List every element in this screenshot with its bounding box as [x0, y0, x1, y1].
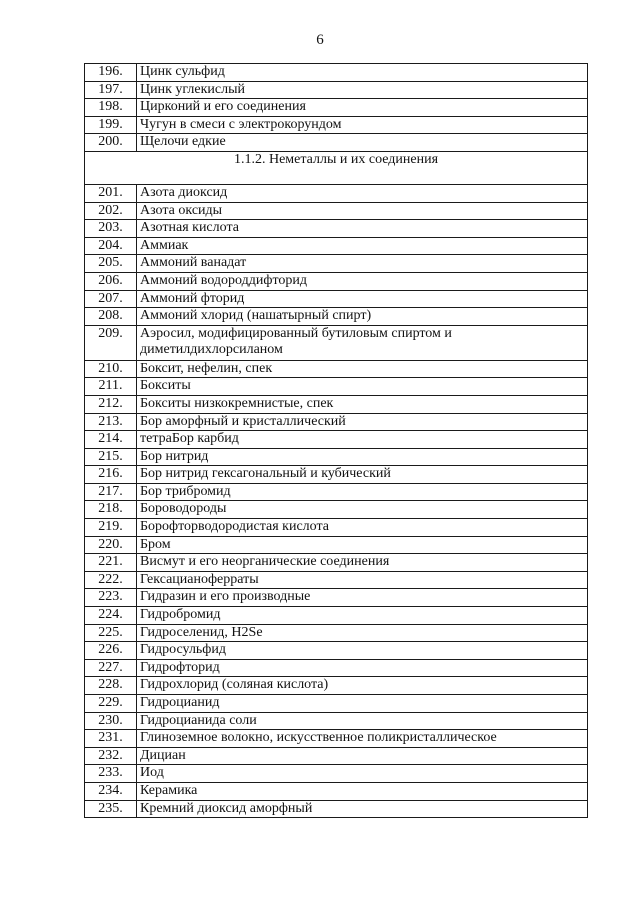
row-number: 225. [85, 624, 137, 642]
table-row [85, 659, 588, 677]
table-row [85, 237, 588, 255]
substance-table-body [85, 64, 588, 818]
row-number: 209. [85, 325, 137, 360]
substance-name: Бор аморфный и кристаллический [137, 413, 588, 431]
row-number: 205. [85, 255, 137, 273]
row-number: 223. [85, 589, 137, 607]
substance-name: Аммоний ванадат [137, 255, 588, 273]
row-number: 214. [85, 431, 137, 449]
substance-name: Бром [137, 536, 588, 554]
row-number: 196. [85, 64, 137, 82]
row-number: 210. [85, 360, 137, 378]
substance-name: Гексацианоферраты [137, 571, 588, 589]
substance-name: тетраБор карбид [137, 431, 588, 449]
table-row [85, 712, 588, 730]
row-number: 213. [85, 413, 137, 431]
table-row [85, 519, 588, 537]
substance-name: Цинк углекислый [137, 81, 588, 99]
table-row [85, 589, 588, 607]
row-number: 198. [85, 99, 137, 117]
row-number: 226. [85, 642, 137, 660]
substance-name: Азотная кислота [137, 220, 588, 238]
table-row [85, 747, 588, 765]
table-row [85, 255, 588, 273]
substance-name: Гидрофторид [137, 659, 588, 677]
substance-name: Боксит, нефелин, спек [137, 360, 588, 378]
substance-name: Гидрохлорид (соляная кислота) [137, 677, 588, 695]
row-number: 228. [85, 677, 137, 695]
substance-name: Гидросульфид [137, 642, 588, 660]
table-row [85, 466, 588, 484]
table-row [85, 448, 588, 466]
substance-name: Гидроцианид [137, 695, 588, 713]
substance-name: Бороводороды [137, 501, 588, 519]
table-row [85, 624, 588, 642]
substance-name: Иод [137, 765, 588, 783]
row-number: 224. [85, 607, 137, 625]
table-row [85, 290, 588, 308]
substance-table [84, 63, 588, 818]
row-number: 197. [85, 81, 137, 99]
row-number: 229. [85, 695, 137, 713]
table-row [85, 395, 588, 413]
table-row [85, 134, 588, 152]
table-row [85, 81, 588, 99]
row-number: 200. [85, 134, 137, 152]
table-row [85, 730, 588, 748]
substance-name: Гидроселенид, H2Se [137, 624, 588, 642]
section-header-row [85, 151, 588, 184]
substance-name: Глиноземное волокно, искусственное поликристаллическое [137, 730, 588, 748]
table-row [85, 800, 588, 818]
substance-name: Аммиак [137, 237, 588, 255]
table-row [85, 695, 588, 713]
table-row [85, 360, 588, 378]
substance-name: Дициан [137, 747, 588, 765]
row-number: 235. [85, 800, 137, 818]
row-number: 208. [85, 308, 137, 326]
substance-name: Гидразин и его производные [137, 589, 588, 607]
row-number: 227. [85, 659, 137, 677]
substance-name: Керамика [137, 782, 588, 800]
table-row [85, 272, 588, 290]
substance-name: Цинк сульфид [137, 64, 588, 82]
substance-name: Борофторводородистая кислота [137, 519, 588, 537]
row-number: 219. [85, 519, 137, 537]
row-number: 207. [85, 290, 137, 308]
substance-name: Бор нитрид [137, 448, 588, 466]
table-row [85, 765, 588, 783]
section-title: 1.1.2. Неметаллы и их соединения [85, 151, 588, 184]
substance-name: Кремний диоксид аморфный [137, 800, 588, 818]
table-row [85, 483, 588, 501]
substance-name: Гидроцианида соли [137, 712, 588, 730]
table-row [85, 642, 588, 660]
table-row [85, 554, 588, 572]
substance-name: Чугун в смеси с электрокорундом [137, 116, 588, 134]
substance-name: Щелочи едкие [137, 134, 588, 152]
table-row [85, 220, 588, 238]
table-row [85, 184, 588, 202]
substance-name: Аммоний фторид [137, 290, 588, 308]
row-number: 216. [85, 466, 137, 484]
table-row [85, 607, 588, 625]
row-number: 203. [85, 220, 137, 238]
table-row [85, 308, 588, 326]
table-row [85, 782, 588, 800]
table-row [85, 64, 588, 82]
substance-name: Аэросил, модифицированный бутиловым спиртом и диметилдихлорсиланом [137, 325, 588, 360]
row-number: 206. [85, 272, 137, 290]
row-number: 220. [85, 536, 137, 554]
row-number: 232. [85, 747, 137, 765]
table-row [85, 677, 588, 695]
substance-name: Бокситы низкокремнистые, спек [137, 395, 588, 413]
substance-name: Бор трибромид [137, 483, 588, 501]
row-number: 231. [85, 730, 137, 748]
table-row [85, 413, 588, 431]
substance-name: Цирконий и его соединения [137, 99, 588, 117]
table-row [85, 536, 588, 554]
substance-name: Гидробромид [137, 607, 588, 625]
table-row [85, 325, 588, 360]
table-row [85, 431, 588, 449]
row-number: 233. [85, 765, 137, 783]
page-number: 6 [316, 32, 324, 48]
row-number: 218. [85, 501, 137, 519]
row-number: 217. [85, 483, 137, 501]
table-row [85, 202, 588, 220]
substance-name: Азота оксиды [137, 202, 588, 220]
row-number: 202. [85, 202, 137, 220]
row-number: 201. [85, 184, 137, 202]
substance-name: Азота диоксид [137, 184, 588, 202]
substance-name: Аммоний хлорид (нашатырный спирт) [137, 308, 588, 326]
row-number: 212. [85, 395, 137, 413]
row-number: 199. [85, 116, 137, 134]
table-row [85, 378, 588, 396]
table-row [85, 501, 588, 519]
row-number: 222. [85, 571, 137, 589]
substance-name: Бокситы [137, 378, 588, 396]
table-row [85, 116, 588, 134]
substance-name: Бор нитрид гексагональный и кубический [137, 466, 588, 484]
row-number: 221. [85, 554, 137, 572]
substance-name: Висмут и его неорганические соединения [137, 554, 588, 572]
row-number: 211. [85, 378, 137, 396]
substance-name: Аммоний водороддифторид [137, 272, 588, 290]
row-number: 230. [85, 712, 137, 730]
row-number: 204. [85, 237, 137, 255]
row-number: 215. [85, 448, 137, 466]
row-number: 234. [85, 782, 137, 800]
table-row [85, 571, 588, 589]
table-row [85, 99, 588, 117]
